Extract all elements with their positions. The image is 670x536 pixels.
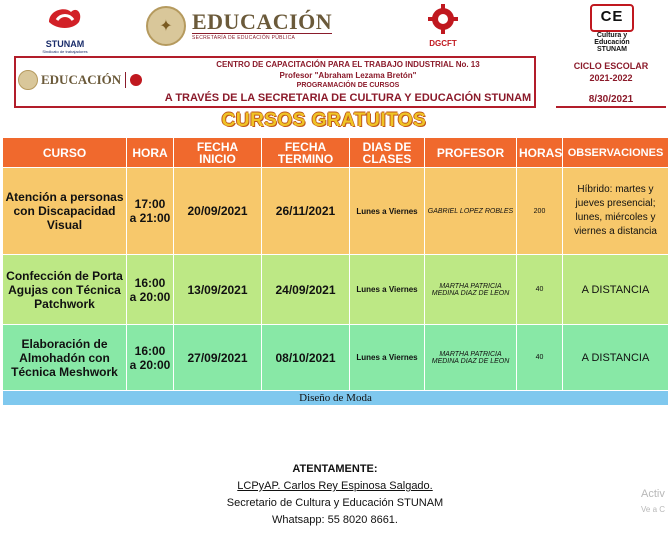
- ce-logo: [588, 4, 636, 53]
- table-header-row: [3, 138, 669, 168]
- signature-role: Secretario de Cultura y Educación STUNAM: [226, 497, 444, 509]
- header-fecha-inicio: FECHA INICIO: [174, 138, 262, 168]
- header-fecha-termino: FECHA TERMINO: [262, 138, 350, 168]
- stunam-logo: [40, 4, 90, 54]
- course-professor: GABRIEL LOPEZ ROBLES: [425, 168, 517, 255]
- table-footer-row: [3, 391, 669, 406]
- signature-name: LCPyAP. Carlos Rey Espinosa Salgado.: [237, 480, 433, 492]
- signature-whatsapp: Whatsapp: 55 8020 8661.: [272, 514, 398, 526]
- header-hora: HORA: [127, 138, 174, 168]
- dgcft-gear-icon: [428, 4, 458, 34]
- table-row: [3, 168, 669, 255]
- signature-attention: ATENTAMENTE:: [292, 463, 378, 475]
- educacion-logo-title: EDUCACIÓN: [192, 9, 333, 34]
- course-name: Elaboración de Almohadón con Técnica Meshwork: [3, 325, 127, 391]
- secretaria-title: A TRAVÉS DE LA SECRETARIA DE CULTURA Y EDUCACIÓN STUNAM: [164, 92, 532, 104]
- center-name: CENTRO DE CAPACITACIÓN PARA EL TRABAJO INDUSTRIAL No. 13: [216, 60, 480, 69]
- courses-table: [2, 137, 669, 406]
- ce-logo-line2: Educación: [594, 39, 630, 46]
- course-end-date: 24/09/2021: [262, 255, 350, 325]
- banner-dgcft-icon: [130, 74, 142, 86]
- educacion-logo: [146, 6, 332, 46]
- ciclo-label: CICLO ESCOLAR: [573, 61, 649, 71]
- banner-logo-divider: [125, 72, 126, 88]
- header-horas: HORAS: [517, 138, 563, 168]
- course-start-date: 20/09/2021: [174, 168, 262, 255]
- ce-logo-mark: CE: [590, 4, 634, 32]
- course-end-date: 26/11/2021: [262, 168, 350, 255]
- course-total-hours: 40: [517, 255, 563, 325]
- ciclo-years: 2021-2022: [589, 73, 633, 83]
- watermark-line2: Ve a C: [641, 505, 666, 514]
- cursos-gratuitos-title: CURSOS GRATUITOS: [221, 110, 427, 131]
- signature-block: [200, 461, 470, 529]
- course-hours: 17:00 a 21:00: [127, 168, 174, 255]
- dgcft-logo: [419, 4, 467, 48]
- course-name: Atención a personas con Discapacidad Visual: [3, 168, 127, 255]
- course-start-date: 27/09/2021: [174, 325, 262, 391]
- dgcft-logo-name: DGCFT: [429, 39, 457, 48]
- header-observaciones: OBSERVACIONES: [563, 138, 669, 168]
- table-footer-label: Diseño de Moda: [3, 391, 669, 406]
- banner-educacion-logo: [18, 70, 142, 90]
- course-days: Lunes a Viernes: [350, 168, 425, 255]
- course-end-date: 08/10/2021: [262, 325, 350, 391]
- publish-date: 8/30/2021: [556, 94, 666, 108]
- course-notes: A DISTANCIA: [563, 325, 669, 391]
- course-days: Lunes a Viernes: [350, 325, 425, 391]
- center-professor: Profesor "Abraham Lezama Bretón": [279, 71, 417, 80]
- ce-logo-line1: Cultura y: [596, 32, 628, 39]
- table-row: [3, 325, 669, 391]
- watermark-line1: Activ: [641, 488, 665, 500]
- course-days: Lunes a Viernes: [350, 255, 425, 325]
- course-total-hours: 200: [517, 168, 563, 255]
- course-notes: Híbrido: martes y jueves presencial; lunes, miércoles y viernes a distancia: [563, 168, 669, 255]
- course-hours: 16:00 a 20:00: [127, 325, 174, 391]
- course-name: Confección de Porta Agujas con Técnica Patchwork: [3, 255, 127, 325]
- header-profesor: PROFESOR: [425, 138, 517, 168]
- stunam-logo-sub: Sindicato de trabajadores: [42, 49, 88, 54]
- course-professor: MARTHA PATRICIA MEDINA DIAZ DE LEON: [425, 255, 517, 325]
- stunam-logo-name: STUNAM: [45, 39, 85, 49]
- course-professor: MARTHA PATRICIA MEDINA DIAZ DE LEON: [425, 325, 517, 391]
- table-row: [3, 255, 669, 325]
- course-notes: A DISTANCIA: [563, 255, 669, 325]
- course-hours: 16:00 a 20:00: [127, 255, 174, 325]
- ciclo-escolar: [556, 60, 666, 84]
- banner-seal-icon: [18, 70, 38, 90]
- activation-watermark: [641, 487, 665, 517]
- banner-logo-text: EDUCACIÓN: [41, 72, 122, 87]
- course-start-date: 13/09/2021: [174, 255, 262, 325]
- educacion-logo-subtitle: SECRETARÍA DE EDUCACIÓN PÚBLICA: [192, 33, 332, 41]
- header-dias: DIAS DE CLASES: [350, 138, 425, 168]
- mexico-seal-icon: ✦: [146, 6, 186, 46]
- stunam-mark-icon: [45, 4, 85, 34]
- programming-title: PROGRAMACIÓN DE CURSOS: [296, 82, 400, 89]
- ce-logo-line3: STUNAM: [597, 46, 627, 53]
- course-total-hours: 40: [517, 325, 563, 391]
- header-curso: CURSO: [3, 138, 127, 168]
